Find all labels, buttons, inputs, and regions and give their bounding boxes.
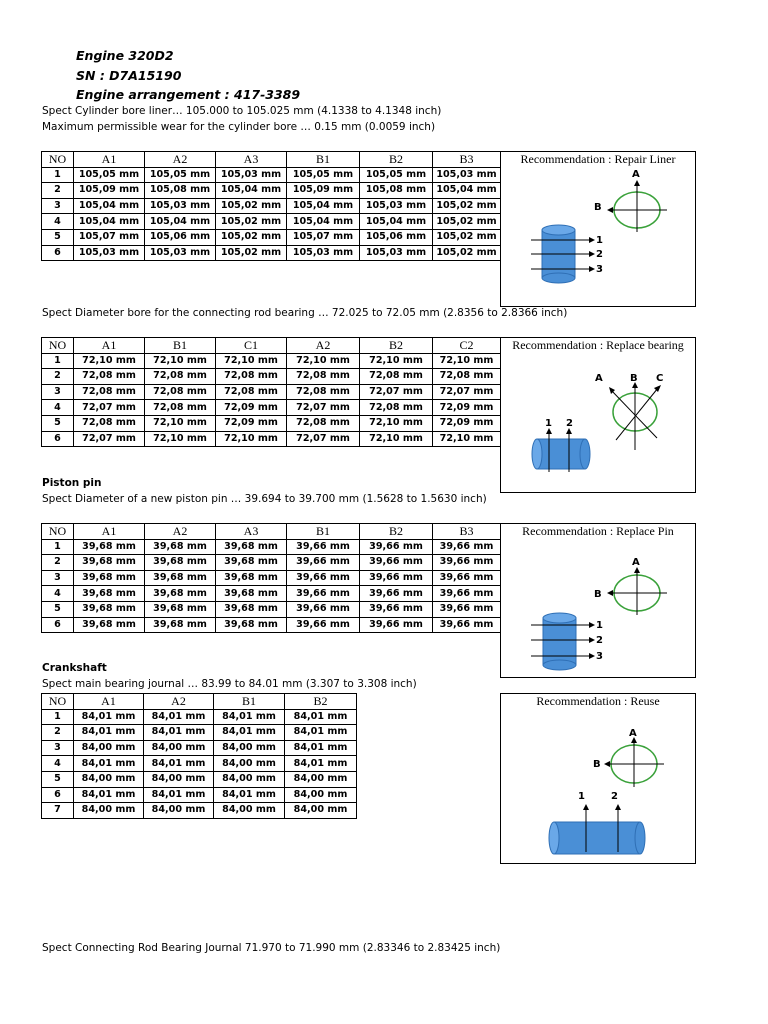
measurement-cell: 72,07 mm xyxy=(287,400,360,416)
measurement-cell: 105,05 mm xyxy=(145,167,216,183)
measurement-cell: 39,68 mm xyxy=(74,617,145,633)
measurement-cell: 72,08 mm xyxy=(145,369,216,385)
recommendation-text: Recommendation : Replace Pin xyxy=(522,524,674,538)
measurement-cell: 105,03 mm xyxy=(360,198,433,214)
measurement-cell: 84,01 mm xyxy=(74,756,144,772)
crankshaft-table xyxy=(41,693,357,819)
label-2: 2 xyxy=(596,635,603,646)
measurement-cell: 72,10 mm xyxy=(145,431,216,447)
measurement-cell: 105,04 mm xyxy=(216,183,287,199)
measurement-cell: 39,68 mm xyxy=(145,570,216,586)
measurement-cell: 72,08 mm xyxy=(433,369,501,385)
measurement-cell: 72,10 mm xyxy=(74,353,145,369)
row-number: 4 xyxy=(42,214,74,230)
liner-diagram xyxy=(501,152,697,308)
column-header: C2 xyxy=(433,338,501,354)
row-number: 1 xyxy=(42,353,74,369)
measurement-cell: 105,04 mm xyxy=(433,183,501,199)
measurement-cell: 72,09 mm xyxy=(433,400,501,416)
measurement-cell: 72,10 mm xyxy=(360,353,433,369)
measurement-cell: 72,09 mm xyxy=(216,415,287,431)
measurement-cell: 39,66 mm xyxy=(287,555,360,571)
measurement-cell: 84,00 mm xyxy=(285,803,357,819)
measurement-cell: 105,04 mm xyxy=(287,214,360,230)
column-header: B3 xyxy=(433,524,501,540)
column-header: B2 xyxy=(360,338,433,354)
table-row xyxy=(42,229,501,245)
column-header: C1 xyxy=(216,338,287,354)
table-row xyxy=(42,384,501,400)
measurement-cell: 105,06 mm xyxy=(360,229,433,245)
measurement-cell: 72,07 mm xyxy=(360,384,433,400)
measurement-cell: 105,02 mm xyxy=(433,245,501,261)
table-row xyxy=(42,245,501,261)
table-row xyxy=(42,431,501,447)
recommendation-box-pin xyxy=(500,523,696,678)
measurement-cell: 105,04 mm xyxy=(287,198,360,214)
measurement-cell: 105,05 mm xyxy=(360,167,433,183)
table-row xyxy=(42,555,501,571)
measurement-cell: 39,68 mm xyxy=(216,539,287,555)
measurement-cell: 105,04 mm xyxy=(145,214,216,230)
measurement-cell: 84,00 mm xyxy=(144,803,214,819)
measurement-cell: 72,08 mm xyxy=(216,369,287,385)
row-number: 7 xyxy=(42,803,74,819)
measurement-cell: 105,02 mm xyxy=(433,229,501,245)
column-header: A2 xyxy=(145,152,216,168)
label-3: 3 xyxy=(596,651,603,662)
label-2: 2 xyxy=(566,418,573,429)
measurement-cell: 39,68 mm xyxy=(216,617,287,633)
label-b: B xyxy=(594,202,602,213)
table-row xyxy=(42,183,501,199)
piston-pin-table xyxy=(41,523,501,633)
journal-icon xyxy=(549,822,645,854)
label-1: 1 xyxy=(596,620,603,631)
measurement-cell: 105,08 mm xyxy=(360,183,433,199)
table-row xyxy=(42,570,501,586)
measurement-cell: 105,04 mm xyxy=(74,198,145,214)
measurement-cell: 72,09 mm xyxy=(433,415,501,431)
label-a: A xyxy=(629,728,637,739)
measurement-cell: 84,01 mm xyxy=(285,709,357,725)
measurement-cell: 105,09 mm xyxy=(287,183,360,199)
column-header: A1 xyxy=(74,524,145,540)
recommendation-text: Recommendation : Reuse xyxy=(536,694,660,708)
measurement-cell: 84,01 mm xyxy=(214,787,285,803)
measurement-cell: 105,03 mm xyxy=(145,245,216,261)
label-3: 3 xyxy=(596,264,603,275)
measurement-cell: 39,66 mm xyxy=(360,555,433,571)
measurement-cell: 39,68 mm xyxy=(74,539,145,555)
column-header: A2 xyxy=(144,694,214,710)
piston-pin-title: Piston pin xyxy=(42,477,102,489)
measurement-cell: 72,08 mm xyxy=(74,384,145,400)
measurement-cell: 105,02 mm xyxy=(216,214,287,230)
label-b: B xyxy=(593,759,601,770)
measurement-cell: 39,66 mm xyxy=(433,601,501,617)
measurement-cell: 105,03 mm xyxy=(145,198,216,214)
column-header: A2 xyxy=(145,524,216,540)
measurement-cell: 72,09 mm xyxy=(216,400,287,416)
column-header: B2 xyxy=(285,694,357,710)
table-row xyxy=(42,214,501,230)
row-number: 4 xyxy=(42,756,74,772)
measurement-cell: 105,07 mm xyxy=(74,229,145,245)
measurement-cell: 72,08 mm xyxy=(287,415,360,431)
column-header: NO xyxy=(42,524,74,540)
measurement-cell: 105,02 mm xyxy=(433,198,501,214)
table-row xyxy=(42,771,357,787)
rod-journal-spec: Spect Connecting Rod Bearing Journal 71.970 to 71.990 mm (2.83346 to 2.83425 inch) xyxy=(42,942,501,954)
table-header xyxy=(42,524,501,540)
label-b: B xyxy=(630,373,638,384)
measurement-cell: 105,04 mm xyxy=(360,214,433,230)
header-row xyxy=(42,694,357,710)
measurement-cell: 39,66 mm xyxy=(433,539,501,555)
table-row xyxy=(42,198,501,214)
measurement-cell: 72,08 mm xyxy=(74,369,145,385)
measurement-cell: 39,66 mm xyxy=(360,601,433,617)
label-1: 1 xyxy=(596,235,603,246)
recommendation-text: Recommendation : Repair Liner xyxy=(520,152,676,166)
table-header xyxy=(42,152,501,168)
measurement-cell: 84,00 mm xyxy=(214,771,285,787)
measurement-cell: 72,08 mm xyxy=(145,400,216,416)
measurement-cell: 105,02 mm xyxy=(433,214,501,230)
measurement-cell: 84,01 mm xyxy=(214,709,285,725)
measurement-cell: 72,10 mm xyxy=(287,353,360,369)
measurement-cell: 84,01 mm xyxy=(144,709,214,725)
measurement-cell: 72,08 mm xyxy=(287,384,360,400)
measurement-cell: 105,04 mm xyxy=(74,214,145,230)
recommendation-box-reuse xyxy=(500,693,696,864)
row-number: 1 xyxy=(42,709,74,725)
piston-pin-spec: Spect Diameter of a new piston pin … 39.694 to 39.700 mm (1.5628 to 1.5630 inch) xyxy=(42,493,487,505)
header-row xyxy=(42,152,501,168)
measurement-cell: 39,68 mm xyxy=(216,555,287,571)
label-a: A xyxy=(595,373,603,384)
measurement-cell: 105,02 mm xyxy=(216,245,287,261)
column-header: A1 xyxy=(74,694,144,710)
journal-icon xyxy=(532,439,590,469)
measurement-cell: 39,68 mm xyxy=(145,601,216,617)
column-header: B1 xyxy=(287,524,360,540)
rod-bore-spec: Spect Diameter bore for the connecting rod bearing … 72.025 to 72.05 mm (2.8356 to 2.8366 inch) xyxy=(42,307,568,319)
label-2: 2 xyxy=(611,791,618,802)
measurement-cell: 105,03 mm xyxy=(287,245,360,261)
measurement-cell: 84,00 mm xyxy=(285,771,357,787)
measurement-cell: 39,68 mm xyxy=(145,539,216,555)
measurement-cell: 39,68 mm xyxy=(145,617,216,633)
engine-arrangement: Engine arrangement : 417-3389 xyxy=(76,87,301,102)
table-row xyxy=(42,740,357,756)
header-row xyxy=(42,524,501,540)
measurement-cell: 39,66 mm xyxy=(433,555,501,571)
crankshaft-diagram xyxy=(501,694,697,865)
measurement-cell: 39,66 mm xyxy=(360,539,433,555)
bearing-diagram xyxy=(501,338,697,494)
column-header: NO xyxy=(42,152,74,168)
measurement-cell: 84,01 mm xyxy=(74,787,144,803)
table-row xyxy=(42,756,357,772)
measurement-cell: 84,00 mm xyxy=(74,771,144,787)
measurement-cell: 84,00 mm xyxy=(74,803,144,819)
row-number: 5 xyxy=(42,771,74,787)
row-number: 1 xyxy=(42,539,74,555)
column-header: NO xyxy=(42,694,74,710)
table-row xyxy=(42,539,501,555)
measurement-cell: 72,08 mm xyxy=(287,369,360,385)
row-number: 4 xyxy=(42,400,74,416)
measurement-cell: 72,07 mm xyxy=(433,384,501,400)
row-number: 6 xyxy=(42,617,74,633)
measurement-cell: 72,08 mm xyxy=(360,369,433,385)
measurement-cell: 105,07 mm xyxy=(287,229,360,245)
measurement-cell: 84,00 mm xyxy=(214,756,285,772)
table-row xyxy=(42,617,501,633)
row-number: 2 xyxy=(42,183,74,199)
measurement-cell: 105,02 mm xyxy=(216,198,287,214)
measurement-cell: 39,68 mm xyxy=(145,555,216,571)
row-number: 2 xyxy=(42,725,74,741)
measurement-cell: 39,66 mm xyxy=(287,617,360,633)
serial-number: SN : D7A15190 xyxy=(76,68,182,83)
table-row xyxy=(42,709,357,725)
measurement-cell: 84,00 mm xyxy=(214,803,285,819)
table-row xyxy=(42,400,501,416)
label-1: 1 xyxy=(578,791,585,802)
label-2: 2 xyxy=(596,249,603,260)
measurement-cell: 84,01 mm xyxy=(74,725,144,741)
measurement-cell: 72,08 mm xyxy=(145,384,216,400)
row-number: 3 xyxy=(42,198,74,214)
measurement-cell: 105,03 mm xyxy=(74,245,145,261)
table-row xyxy=(42,353,501,369)
measurement-cell: 39,66 mm xyxy=(287,570,360,586)
measurement-cell: 72,10 mm xyxy=(216,353,287,369)
measurement-cell: 84,01 mm xyxy=(144,725,214,741)
engine-title: Engine 320D2 xyxy=(76,48,174,63)
measurement-cell: 39,66 mm xyxy=(360,586,433,602)
measurement-cell: 72,10 mm xyxy=(216,431,287,447)
label-1: 1 xyxy=(545,418,552,429)
column-header: A1 xyxy=(74,152,145,168)
row-number: 4 xyxy=(42,586,74,602)
measurement-cell: 105,05 mm xyxy=(74,167,145,183)
measurement-cell: 84,01 mm xyxy=(144,787,214,803)
measurement-cell: 84,00 mm xyxy=(144,740,214,756)
table-row xyxy=(42,167,501,183)
table-row xyxy=(42,803,357,819)
measurement-cell: 105,02 mm xyxy=(216,229,287,245)
column-header: B2 xyxy=(360,524,433,540)
recommendation-box-bearing xyxy=(500,337,696,493)
row-number: 6 xyxy=(42,245,74,261)
measurement-cell: 72,07 mm xyxy=(74,431,145,447)
table-header xyxy=(42,694,357,710)
measurement-cell: 84,00 mm xyxy=(74,740,144,756)
recommendation-box-liner xyxy=(500,151,696,307)
table-row xyxy=(42,787,357,803)
measurement-cell: 105,09 mm xyxy=(74,183,145,199)
label-a: A xyxy=(632,169,640,180)
column-header: B2 xyxy=(360,152,433,168)
column-header: NO xyxy=(42,338,74,354)
row-number: 3 xyxy=(42,570,74,586)
table-row xyxy=(42,369,501,385)
column-header: B3 xyxy=(433,152,501,168)
cylinder-wear-spec: Maximum permissible wear for the cylinder bore … 0.15 mm (0.0059 inch) xyxy=(42,121,436,133)
measurement-cell: 105,03 mm xyxy=(433,167,501,183)
measurement-cell: 72,07 mm xyxy=(74,400,145,416)
measurement-cell: 39,68 mm xyxy=(74,601,145,617)
measurement-cell: 39,66 mm xyxy=(360,570,433,586)
recommendation-text: Recommendation : Replace bearing xyxy=(512,338,684,352)
measurement-cell: 105,05 mm xyxy=(287,167,360,183)
row-number: 6 xyxy=(42,431,74,447)
header-row xyxy=(42,338,501,354)
measurement-cell: 84,01 mm xyxy=(285,740,357,756)
rod-bore-table xyxy=(41,337,501,447)
measurement-cell: 72,10 mm xyxy=(433,431,501,447)
row-number: 1 xyxy=(42,167,74,183)
row-number: 5 xyxy=(42,601,74,617)
column-header: A3 xyxy=(216,524,287,540)
row-number: 3 xyxy=(42,384,74,400)
measurement-cell: 39,66 mm xyxy=(433,586,501,602)
measurement-cell: 39,68 mm xyxy=(74,570,145,586)
row-number: 5 xyxy=(42,415,74,431)
label-b: B xyxy=(594,589,602,600)
table-row xyxy=(42,586,501,602)
measurement-cell: 39,66 mm xyxy=(433,617,501,633)
measurement-cell: 39,68 mm xyxy=(216,570,287,586)
column-header: B1 xyxy=(145,338,216,354)
row-number: 2 xyxy=(42,555,74,571)
label-a: A xyxy=(632,557,640,568)
measurement-cell: 105,03 mm xyxy=(360,245,433,261)
column-header: A2 xyxy=(287,338,360,354)
column-header: B1 xyxy=(214,694,285,710)
row-number: 3 xyxy=(42,740,74,756)
measurement-cell: 84,01 mm xyxy=(285,756,357,772)
measurement-cell: 72,10 mm xyxy=(360,415,433,431)
cylinder-icon xyxy=(543,613,576,670)
measurement-cell: 84,00 mm xyxy=(144,771,214,787)
measurement-cell: 39,68 mm xyxy=(216,586,287,602)
measurement-cell: 72,08 mm xyxy=(216,384,287,400)
table-header xyxy=(42,338,501,354)
cylinder-bore-spec: Spect Cylinder bore liner… 105.000 to 105.025 mm (4.1338 to 4.1348 inch) xyxy=(42,105,442,117)
measurement-cell: 84,01 mm xyxy=(285,725,357,741)
column-header: A3 xyxy=(216,152,287,168)
measurement-cell: 39,66 mm xyxy=(287,601,360,617)
table-row xyxy=(42,725,357,741)
measurement-cell: 105,06 mm xyxy=(145,229,216,245)
measurement-cell: 39,66 mm xyxy=(433,570,501,586)
measurement-cell: 84,01 mm xyxy=(214,725,285,741)
label-c: C xyxy=(656,373,664,384)
crankshaft-title: Crankshaft xyxy=(42,662,107,674)
measurement-cell: 72,08 mm xyxy=(74,415,145,431)
measurement-cell: 105,03 mm xyxy=(216,167,287,183)
column-header: A1 xyxy=(74,338,145,354)
cylinder-bore-table xyxy=(41,151,501,261)
measurement-cell: 84,01 mm xyxy=(74,709,144,725)
measurement-cell: 39,68 mm xyxy=(216,601,287,617)
measurement-cell: 39,66 mm xyxy=(287,539,360,555)
measurement-cell: 72,10 mm xyxy=(145,415,216,431)
measurement-cell: 84,00 mm xyxy=(214,740,285,756)
measurement-cell: 72,10 mm xyxy=(433,353,501,369)
measurement-cell: 105,08 mm xyxy=(145,183,216,199)
row-number: 5 xyxy=(42,229,74,245)
table-row xyxy=(42,601,501,617)
measurement-cell: 72,10 mm xyxy=(145,353,216,369)
row-number: 6 xyxy=(42,787,74,803)
pin-diagram xyxy=(501,524,697,679)
measurement-cell: 39,68 mm xyxy=(74,555,145,571)
measurement-cell: 84,01 mm xyxy=(144,756,214,772)
crankshaft-spec: Spect main bearing journal … 83.99 to 84.01 mm (3.307 to 3.308 inch) xyxy=(42,678,417,690)
measurement-cell: 72,10 mm xyxy=(360,431,433,447)
measurement-cell: 39,68 mm xyxy=(145,586,216,602)
row-number: 2 xyxy=(42,369,74,385)
measurement-cell: 39,68 mm xyxy=(74,586,145,602)
measurement-cell: 39,66 mm xyxy=(287,586,360,602)
measurement-cell: 72,07 mm xyxy=(287,431,360,447)
measurement-cell: 84,00 mm xyxy=(285,787,357,803)
table-row xyxy=(42,415,501,431)
measurement-cell: 39,66 mm xyxy=(360,617,433,633)
measurement-cell: 72,08 mm xyxy=(360,400,433,416)
column-header: B1 xyxy=(287,152,360,168)
